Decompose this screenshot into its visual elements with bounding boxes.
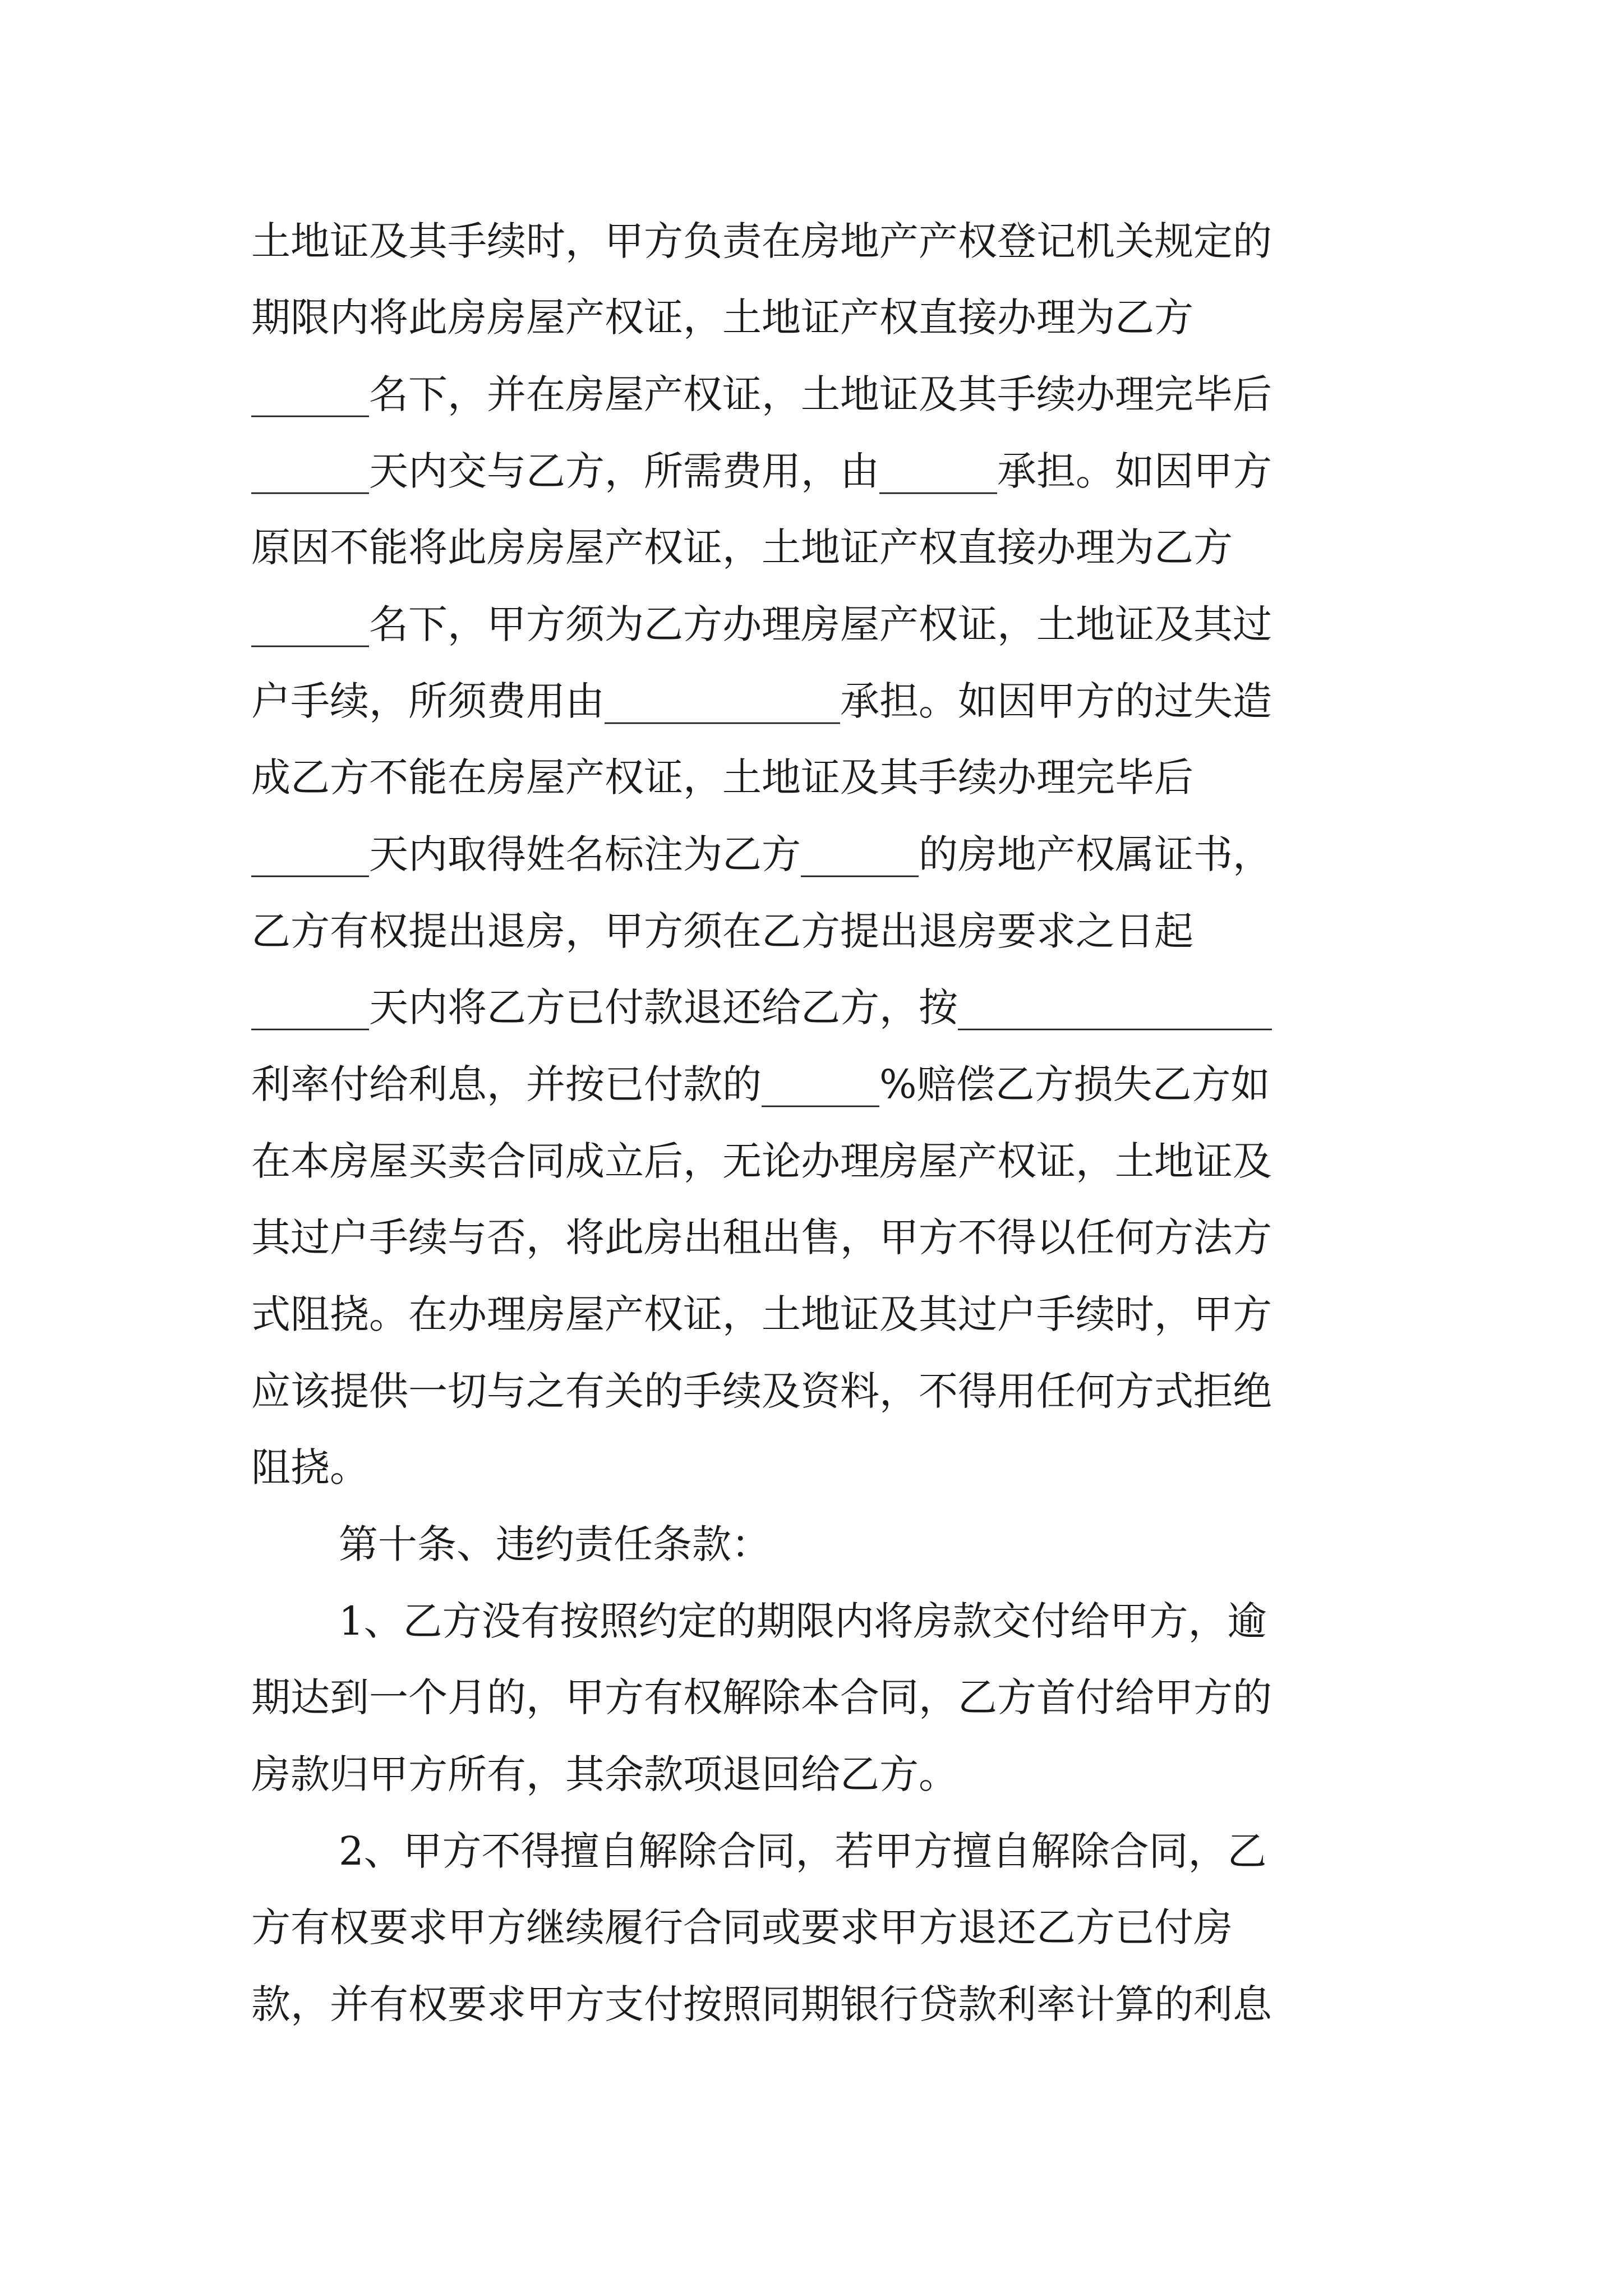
text-line: 款，并有权要求甲方支付按照同期银行贷款利率计算的利息: [251, 1981, 1272, 2027]
text-line: ______天内交与乙方，所需费用，由______承担。如因甲方: [251, 448, 1272, 494]
text-line: 期限内将此房房屋产权证，土地证产权直接办理为乙方: [251, 295, 1193, 341]
text-line: 应该提供一切与之有关的手续及资料，不得用任何方式拒绝: [251, 1368, 1272, 1414]
section-heading: 第十条、违约责任条款：: [339, 1521, 771, 1567]
text-line: ______名下，甲方须为乙方办理房屋产权证，土地证及其过: [251, 601, 1272, 647]
text-line: 其过户手续与否，将此房出租出售，甲方不得以任何方法方: [251, 1214, 1272, 1260]
text-line: 土地证及其手续时，甲方负责在房地产产权登记机关规定的: [251, 218, 1272, 264]
text-line: ______天内将乙方已付款退还给乙方，按________________: [251, 984, 1272, 1030]
clause-first-line: 1、乙方没有按照约定的期限内将房款交付给甲方，逾: [339, 1598, 1267, 1644]
text-line: 式阻挠。在办理房屋产权证，土地证及其过户手续时，甲方: [251, 1291, 1272, 1337]
text-line: 期达到一个月的，甲方有权解除本合同，乙方首付给甲方的: [251, 1674, 1272, 1720]
text-line: 阻挠。: [251, 1444, 369, 1490]
text-line: ______名下，并在房屋产权证，土地证及其手续办理完毕后: [251, 371, 1272, 417]
text-line: 户手续，所须费用由____________承担。如因甲方的过失造: [251, 678, 1272, 724]
text-line: 在本房屋买卖合同成立后，无论办理房屋产权证，土地证及: [251, 1138, 1272, 1184]
text-line: 乙方有权提出退房，甲方须在乙方提出退房要求之日起: [251, 908, 1193, 954]
text-line: 原因不能将此房房屋产权证，土地证产权直接办理为乙方: [251, 524, 1233, 570]
text-line: ______天内取得姓名标注为乙方______的房地产权属证书，: [251, 831, 1272, 877]
text-line: 方有权要求甲方继续履行合同或要求甲方退还乙方已付房: [251, 1904, 1233, 1950]
clause-first-line: 2、甲方不得擅自解除合同，若甲方擅自解除合同，乙: [339, 1828, 1267, 1874]
text-line: 房款归甲方所有，其余款项退回给乙方。: [251, 1751, 958, 1797]
text-line: 利率付给利息，并按已付款的______%赔偿乙方损失乙方如: [251, 1061, 1270, 1107]
text-line: 成乙方不能在房屋产权证，土地证及其手续办理完毕后: [251, 754, 1193, 800]
